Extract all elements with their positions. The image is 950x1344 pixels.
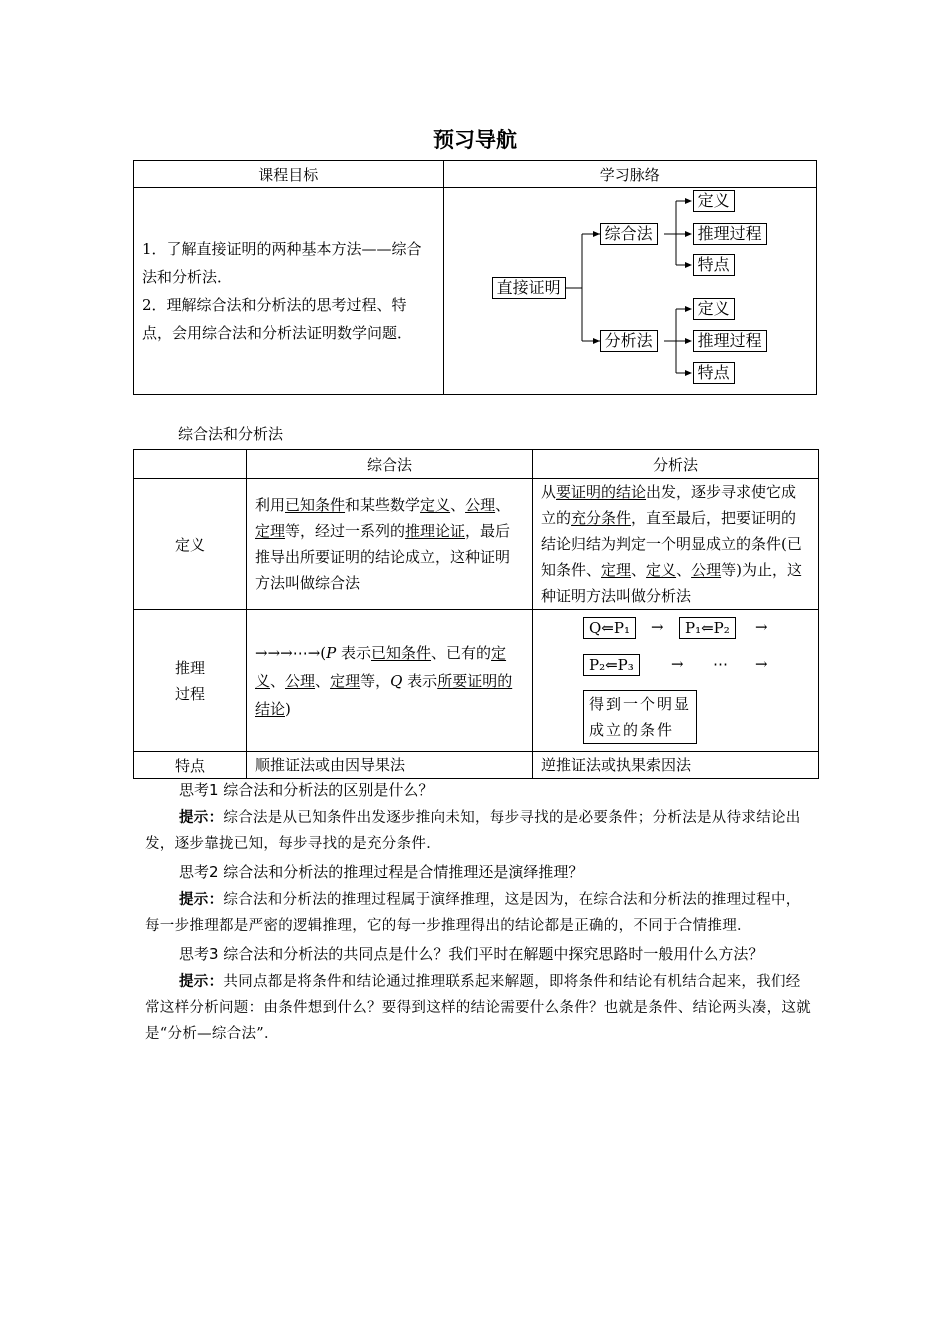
qa-section <box>145 777 813 1047</box>
synthesis-process: →→→⋯→(P 表示已知条件、已有的定义、公理、定理等，Q 表示所要证明的结论) <box>247 610 533 752</box>
analysis-definition: 从要证明的结论出发，逐步寻求使它成立的充分条件，直至最后，把要证明的结论归结为判定一个明显成立的条件(已知条件、定理、定义、公理等)为止，这种证明方法叫做分析法 <box>533 479 819 610</box>
arrow-1: → <box>651 618 664 636</box>
analysis-step-box-1: Q⇐P₁ <box>583 617 636 639</box>
course-goals <box>134 188 444 395</box>
answer-1: 提示：综合法是从已知条件出发逐步推向未知，每步寻找的是必要条件；分析法是从待求结论出发，逐步靠拢已知，每步寻找的是充分条件． <box>145 810 801 852</box>
ellipsis: ⋯ <box>713 655 728 673</box>
tree-leaf-feat-1: 特点 <box>693 254 735 276</box>
analysis-step-box-3: P₂⇐P₃ <box>583 654 640 676</box>
arrow-3: → <box>671 655 684 673</box>
analysis-feature: 逆推证法或执果索因法 <box>533 752 819 779</box>
row-header-process: 推理 过程 <box>134 610 247 752</box>
arrow-2: → <box>755 618 768 636</box>
course-overview-table <box>133 160 817 395</box>
tree-leaf-proc-2: 推理过程 <box>693 330 767 352</box>
tree-leaf-feat-2: 特点 <box>693 362 735 384</box>
col-header-goals: 课程目标 <box>134 161 444 188</box>
tree-leaf-def-1: 定义 <box>693 190 735 212</box>
question-2: 思考2 综合法和分析法的推理过程是合情推理还是演绎推理？ <box>179 863 584 881</box>
tree-branch-synthesis: 综合法 <box>600 223 658 245</box>
tree-leaf-def-2: 定义 <box>693 298 735 320</box>
row-header-feature: 特点 <box>134 752 247 779</box>
outline-diagram <box>443 188 816 395</box>
tree-leaf-proc-1: 推理过程 <box>693 223 767 245</box>
tree-branch-analysis: 分析法 <box>600 330 658 352</box>
goal-1: 1．了解直接证明的两种基本方法——综合法和分析法． <box>142 240 422 286</box>
answer-3: 提示：共同点都是将条件和结论通过推理联系起来解题，即将条件和结论有机结合起来，我们经常这样分析问题：由条件想到什么？要得到这样的结论需要什么条件？也就是条件、结论两头凑，这就是“分析—综合法”． <box>145 974 811 1042</box>
synthesis-feature: 顺推证法或由因导果法 <box>247 752 533 779</box>
comparison-table <box>133 449 819 779</box>
goal-2: 2．理解综合法和分析法的思考过程、特点，会用综合法和分析法证明数学问题． <box>142 296 413 342</box>
col-header-outline: 学习脉络 <box>443 161 816 188</box>
answer-2: 提示：综合法和分析法的推理过程属于演绎推理，这是因为，在综合法和分析法的推理过程中，每一步推理都是严密的逻辑推理，它的每一步推理得出的结论都是正确的，不同于合情推理． <box>145 892 801 934</box>
tree-root: 直接证明 <box>492 277 566 299</box>
synthesis-definition: 利用已知条件和某些数学定义、公理、定理等，经过一系列的推理论证，最后推导出所要证明的结论成立，这种证明方法叫做综合法 <box>247 479 533 610</box>
analysis-final-box: 得到一个明显 成立的条件 <box>583 690 697 744</box>
analysis-step-box-2: P₁⇐P₂ <box>679 617 736 639</box>
arrow-4: → <box>755 655 768 673</box>
question-3: 思考3 综合法和分析法的共同点是什么？我们平时在解题中探究思路时一般用什么方法？ <box>179 945 764 963</box>
analysis-process <box>533 610 819 752</box>
corner-cell <box>134 450 247 479</box>
question-1: 思考1 综合法和分析法的区别是什么？ <box>179 781 434 799</box>
section-title: 综合法和分析法 <box>178 425 284 443</box>
col-header-analysis: 分析法 <box>533 450 819 479</box>
col-header-synthesis: 综合法 <box>247 450 533 479</box>
row-header-definition: 定义 <box>134 479 247 610</box>
page-title: 预习导航 <box>433 128 517 152</box>
